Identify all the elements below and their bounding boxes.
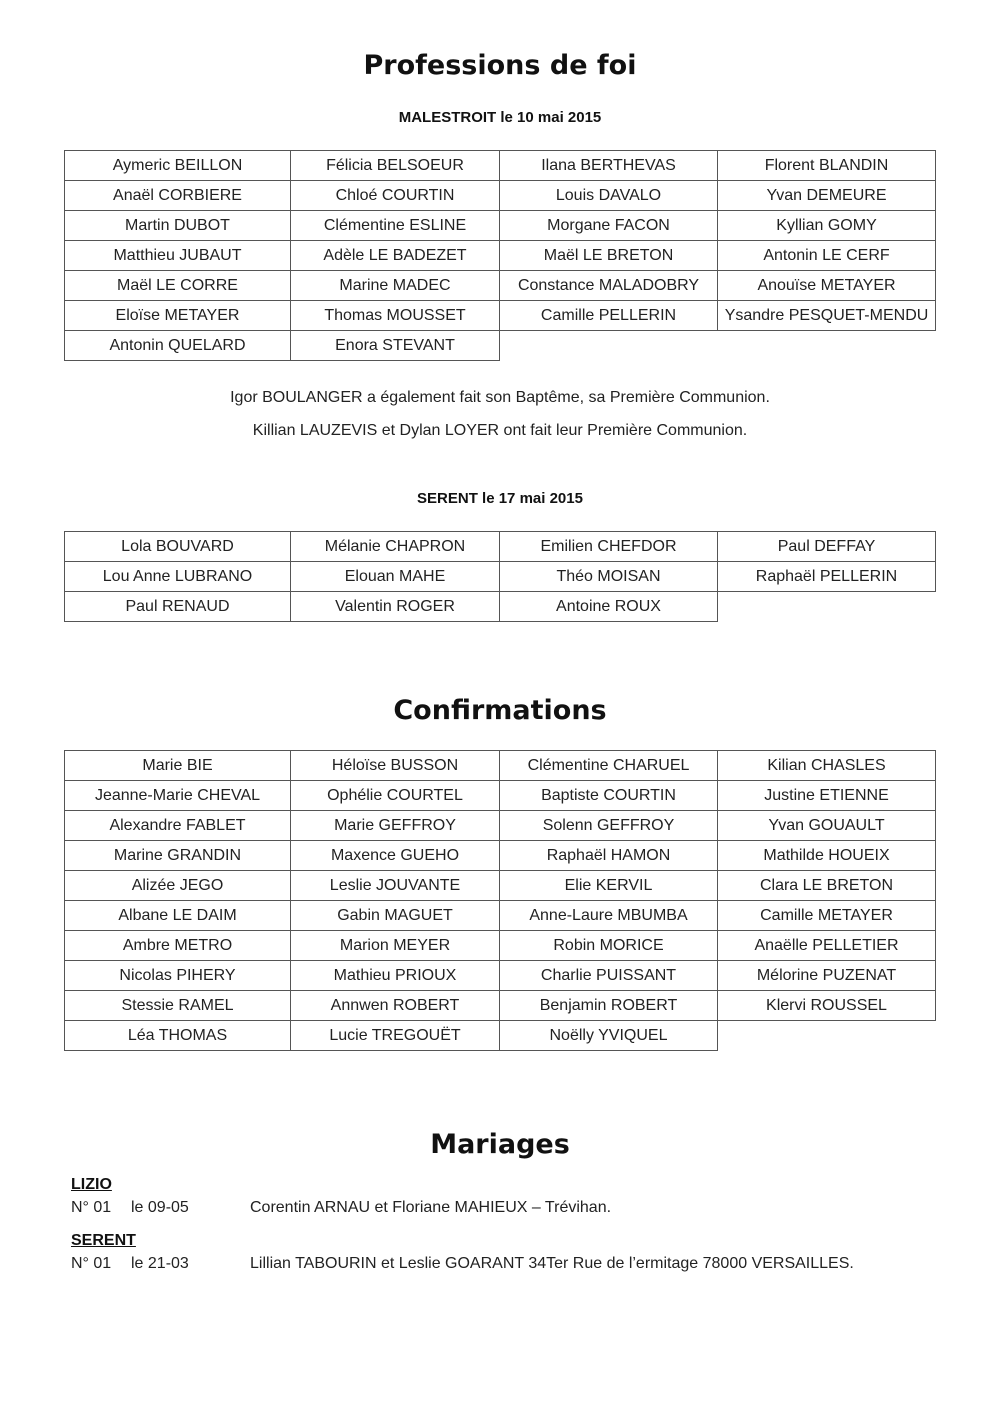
name-cell: Albane LE DAIM (65, 901, 291, 931)
name-cell: Gabin MAGUET (291, 901, 500, 931)
name-cell: Anouïse METAYER (718, 271, 936, 301)
name-cell: Marie GEFFROY (291, 811, 500, 841)
table-row (65, 1021, 936, 1051)
name-cell: Clémentine ESLINE (291, 211, 500, 241)
serent-table (64, 531, 936, 622)
name-cell: Kyllian GOMY (718, 211, 936, 241)
name-cell: Alexandre FABLET (65, 811, 291, 841)
name-cell: Paul RENAUD (65, 592, 291, 622)
name-cell: Elouan MAHE (291, 562, 500, 592)
mariage-couple: Lillian TABOURIN et Leslie GOARANT 34Ter Rue de l’ermitage 78000 VERSAILLES. (250, 1255, 854, 1272)
table-row (65, 841, 936, 871)
empty-cell (718, 1021, 936, 1051)
name-cell: Aymeric BEILLON (65, 151, 291, 181)
malestroit-table-body (65, 151, 936, 361)
name-cell: Alizée JEGO (65, 871, 291, 901)
name-cell: Chloé COURTIN (291, 181, 500, 211)
name-cell: Maël LE BRETON (500, 241, 718, 271)
name-cell: Marie BIE (65, 751, 291, 781)
name-cell: Anaël CORBIERE (65, 181, 291, 211)
table-row (65, 301, 936, 331)
name-cell: Marion MEYER (291, 931, 500, 961)
name-cell: Mathilde HOUEIX (718, 841, 936, 871)
name-cell: Charlie PUISSANT (500, 961, 718, 991)
table-row (65, 871, 936, 901)
name-cell: Antonin QUELARD (65, 331, 291, 361)
mariage-couple: Corentin ARNAU et Floriane MAHIEUX – Trévihan. (250, 1199, 612, 1216)
malestroit-note-communion: Killian LAUZEVIS et Dylan LOYER ont fait leur Première Communion. (252, 422, 748, 439)
table-row (65, 241, 936, 271)
name-cell: Théo MOISAN (500, 562, 718, 592)
table-row (65, 181, 936, 211)
table-row (65, 532, 936, 562)
malestroit-heading: MALESTROIT le 10 mai 2015 (398, 109, 602, 126)
table-row (65, 271, 936, 301)
name-cell: Ilana BERTHEVAS (500, 151, 718, 181)
name-cell: Mélorine PUZENAT (718, 961, 936, 991)
name-cell: Anaëlle PELLETIER (718, 931, 936, 961)
name-cell: Florent BLANDIN (718, 151, 936, 181)
name-cell: Justine ETIENNE (718, 781, 936, 811)
serent-heading: SERENT le 17 mai 2015 (417, 490, 583, 507)
mariage-town-lizio: LIZIO (71, 1176, 112, 1193)
table-row (65, 811, 936, 841)
name-cell: Antonin LE CERF (718, 241, 936, 271)
name-cell: Antoine ROUX (500, 592, 718, 622)
name-cell: Camille PELLERIN (500, 301, 718, 331)
name-cell: Constance MALADOBRY (500, 271, 718, 301)
name-cell: Mélanie CHAPRON (291, 532, 500, 562)
malestroit-note-baptism: Igor BOULANGER a également fait son Baptême, sa Première Communion. (230, 389, 770, 406)
name-cell: Enora STEVANT (291, 331, 500, 361)
name-cell: Adèle LE BADEZET (291, 241, 500, 271)
name-cell: Baptiste COURTIN (500, 781, 718, 811)
mariage-number: N° 01 (71, 1199, 112, 1216)
name-cell: Mathieu PRIOUX (291, 961, 500, 991)
confirmations-table-body (65, 751, 936, 1051)
professions-title: Professions de foi (363, 50, 637, 81)
name-cell: Ysandre PESQUET-MENDU (718, 301, 936, 331)
table-row (65, 211, 936, 241)
table-row (65, 562, 936, 592)
table-row (65, 901, 936, 931)
name-cell: Anne-Laure MBUMBA (500, 901, 718, 931)
name-cell: Félicia BELSOEUR (291, 151, 500, 181)
name-cell: Solenn GEFFROY (500, 811, 718, 841)
name-cell: Kilian CHASLES (718, 751, 936, 781)
name-cell: Raphaël HAMON (500, 841, 718, 871)
serent-table-body (65, 532, 936, 622)
empty-cell (718, 592, 936, 622)
name-cell: Louis DAVALO (500, 181, 718, 211)
name-cell: Robin MORICE (500, 931, 718, 961)
name-cell: Stessie RAMEL (65, 991, 291, 1021)
table-row (65, 991, 936, 1021)
name-cell: Morgane FACON (500, 211, 718, 241)
name-cell: Raphaël PELLERIN (718, 562, 936, 592)
name-cell: Maxence GUEHO (291, 841, 500, 871)
name-cell: Ophélie COURTEL (291, 781, 500, 811)
name-cell: Camille METAYER (718, 901, 936, 931)
name-cell: Nicolas PIHERY (65, 961, 291, 991)
mariage-date: le 09-05 (131, 1199, 189, 1216)
table-row (65, 931, 936, 961)
name-cell: Lucie TREGOUËT (291, 1021, 500, 1051)
table-row (65, 781, 936, 811)
name-cell: Benjamin ROBERT (500, 991, 718, 1021)
name-cell: Thomas MOUSSET (291, 301, 500, 331)
name-cell: Martin DUBOT (65, 211, 291, 241)
name-cell: Annwen ROBERT (291, 991, 500, 1021)
name-cell: Paul DEFFAY (718, 532, 936, 562)
name-cell: Clara LE BRETON (718, 871, 936, 901)
table-row (65, 592, 936, 622)
table-row (65, 331, 936, 361)
name-cell: Ambre METRO (65, 931, 291, 961)
name-cell: Noëlly YVIQUEL (500, 1021, 718, 1051)
name-cell: Eloïse METAYER (65, 301, 291, 331)
name-cell: Emilien CHEFDOR (500, 532, 718, 562)
empty-cell (718, 331, 936, 361)
name-cell: Matthieu JUBAUT (65, 241, 291, 271)
name-cell: Valentin ROGER (291, 592, 500, 622)
table-row (65, 961, 936, 991)
mariage-date: le 21-03 (131, 1255, 189, 1272)
name-cell: Jeanne-Marie CHEVAL (65, 781, 291, 811)
mariages-title: Mariages (430, 1129, 570, 1160)
name-cell: Yvan GOUAULT (718, 811, 936, 841)
name-cell: Elie KERVIL (500, 871, 718, 901)
name-cell: Maël LE CORRE (65, 271, 291, 301)
confirmations-table (64, 750, 936, 1051)
empty-cell (500, 331, 718, 361)
name-cell: Yvan DEMEURE (718, 181, 936, 211)
name-cell: Lola BOUVARD (65, 532, 291, 562)
malestroit-table (64, 150, 936, 361)
name-cell: Marine MADEC (291, 271, 500, 301)
table-row (65, 751, 936, 781)
name-cell: Clémentine CHARUEL (500, 751, 718, 781)
mariage-number: N° 01 (71, 1255, 112, 1272)
name-cell: Leslie JOUVANTE (291, 871, 500, 901)
name-cell: Marine GRANDIN (65, 841, 291, 871)
name-cell: Héloïse BUSSON (291, 751, 500, 781)
name-cell: Klervi ROUSSEL (718, 991, 936, 1021)
mariage-town-serent: SERENT (71, 1232, 136, 1249)
table-row (65, 151, 936, 181)
confirmations-title: Confirmations (393, 695, 607, 726)
name-cell: Lou Anne LUBRANO (65, 562, 291, 592)
name-cell: Léa THOMAS (65, 1021, 291, 1051)
